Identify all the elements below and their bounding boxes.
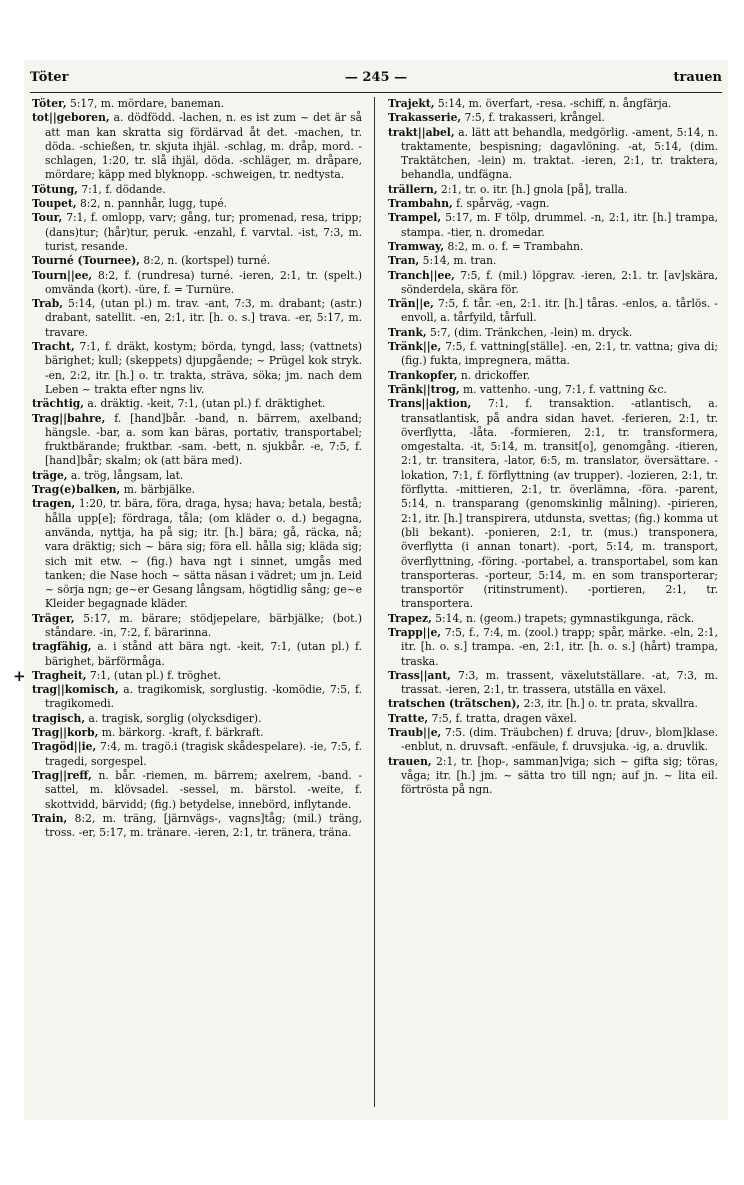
left-column (13, 97, 363, 1109)
dictionary-entry (32, 340, 362, 397)
definition: n. bår. -riemen, m. bärrem; axelrem, -band. -sattel, m. klövsadel. -sessel, m. bärstol. -weite, f. skottvidd, bärvidd; (fig.) betydelse, innebörd, inflytande. (45, 768, 362, 811)
definition: 7:5. (dim. Träubchen) f. druva; [druv-, blom]klase. -enblut, n. druvsaft. -enfäule, f. druvsjuka. -ig, a. druvlik. (401, 726, 718, 754)
dictionary-entry (32, 269, 362, 298)
definition: 7:1, f. transaktion. -atlantisch, a. transatlantisk, på andra sidan havet. -ferieren, 2:1, tr. överflytta, -låta. -formieren, 2:1, tr. transformera, omgestalta. -it, 5:14, m. transit[o], genomgång. -itieren, 2:1, tr. transitera, -lator, 6:5, m. translator, översättare. -lokation, 7:1, f. förflyttning (av trupper). -lozieren, 2:1, tr. förflytta. -mittieren, 2:1, tr. överlämna, -föra. -parent, 5:14, n. transparang (genomskinlig målning). -pirieren, 2:1, itr. [h.] transpirera, utdunsta, svettas; (fig.) komma ut (bli bekant). -ponieren, 2:1, tr. (mus.) transponera, överflytta (i annan tonart). -port, 5:14, m. transport, överflyttning, -föring. -portabel, a. transportabel, som kan transporteras. -porteur, 5:14, m. en som transporterar; transportör (ritinstrument). -portieren, 2:1, tr. transportera. (401, 397, 718, 611)
dictionary-entry (32, 197, 362, 211)
headword: tot||geboren, (32, 111, 110, 125)
headword: tragen, (32, 497, 76, 511)
dictionary-entry (388, 269, 718, 298)
headword: Toupet, (32, 197, 77, 211)
dictionary-entry (388, 697, 718, 711)
headword: Tranch||ee, (388, 268, 455, 282)
headword: Traub||e, (388, 726, 442, 740)
headword: Trab, (32, 297, 63, 311)
headword: Trag||korb, (32, 726, 99, 740)
definition: 5:17, m. bärare; stödjepelare, bärbjälke; (bot.) ståndare. -in, 7:2, f. bärarinna. (45, 611, 362, 639)
header-rule (30, 92, 722, 93)
headword: Tratte, (388, 711, 429, 725)
definition: 5:14, m. överfart, -resa. -schiff, n. ångfärja. (437, 97, 672, 110)
dictionary-entry (388, 369, 718, 383)
headword: Trajekt, (388, 97, 435, 110)
definition: 7:5, f., 7:4, m. (zool.) trapp; spår, märke. -eln, 2:1, itr. [h. o. s.] trampa. -en, 2:1, itr. [h. o. s.] (hårt) trampa, traska. (401, 625, 718, 668)
dictionary-entry (32, 412, 362, 469)
headword: tragisch, (32, 711, 86, 725)
page-number: — 245 — (344, 70, 408, 85)
definition: 7:1, f. omlopp, varv; gång, tur; promenad, resa, tripp; (dans)tur; (hår)tur, peruk. -enzahl, f. varvtal. -ist, 7:3, m. turist, resande. (45, 211, 362, 253)
headword: Trankopfer, (388, 368, 458, 382)
dictionary-entry (32, 683, 362, 712)
definition: 5:14, (utan pl.) m. trav. -ant, 7:3, m. drabant; (astr.) drabant, satellit. -en, 2:1, itr. [h. o. s.] trava. -er, 5:17, m. travare. (45, 297, 362, 339)
headword: Trag||bahre, (32, 411, 106, 425)
headword: Tötung, (32, 182, 78, 196)
column-divider (374, 97, 375, 1107)
definition: 5:7, (dim. Tränkchen, -lein) m. dryck. (430, 325, 633, 339)
definition: 2:3, itr. [h.] o. tr. prata, skvallra. (523, 697, 698, 711)
definition: 7:1, f. dödande. (81, 182, 166, 196)
definition: 7:5, f. (mil.) löpgrav. -ieren, 2:1. tr. [av]skära, sönderdela, skära för. (401, 268, 718, 296)
headword: Trass||ant, (388, 668, 451, 682)
headword: trauen, (388, 754, 432, 768)
definition: 8:2, m. träng, [järnvägs-, vagns]tåg; (mil.) träng, tross. -er, 5:17, m. tränare. -ieren, 2:1, tr. tränera, träna. (45, 811, 362, 840)
definition: a. tragisk, sorglig (olycksdiger). (88, 711, 262, 725)
dictionary-entry (388, 240, 718, 254)
dictionary-entry (32, 769, 362, 812)
dictionary-entry (32, 97, 362, 111)
headword: Trän||e, (388, 297, 434, 311)
dictionary-entry (388, 626, 718, 669)
headword: Train, (32, 811, 68, 825)
definition: f. [hand]bår. -band, n. bärrem, axelband; hängsle. -bar, a. som kan bäras, portativ, transportabel; fruktbärande; fruktbar. -sam. -bett, n. sjukbår. -e, 7:5, f. [hand]bår; skalm; ok (att bära med). (45, 411, 363, 468)
dictionary-entry (32, 397, 362, 411)
dictionary-entry (388, 712, 718, 726)
headword: Tourn||ee, (32, 268, 93, 282)
dictionary-entry (32, 740, 362, 769)
definition: 8:2, n. pannhår, lugg, tupé. (79, 197, 228, 211)
headword: Trakasserie, (388, 111, 462, 125)
dictionary-entry (32, 469, 362, 483)
headword: Trapp||e, (388, 625, 441, 639)
headword: Tragheit, (32, 668, 87, 682)
headword: Trag(e)balken, (32, 483, 121, 497)
headword: Töter, (32, 97, 67, 110)
definition: a. dräktig. -keit, 7:1, (utan pl.) f. dräktighet. (87, 397, 326, 411)
dictionary-entry (388, 612, 718, 626)
page-header (30, 66, 722, 90)
dictionary-entry (388, 126, 718, 183)
right-column (388, 97, 718, 1109)
headword: Tragöd||ie, (32, 740, 97, 754)
dictionary-entry (388, 111, 718, 125)
dictionary-entry (388, 755, 718, 798)
dictionary-entry (32, 183, 362, 197)
headword: tratschen (trätschen), (388, 697, 521, 711)
dictionary-entry (388, 726, 718, 755)
headword: Trank, (388, 325, 427, 339)
headword: träge, (32, 468, 68, 482)
definition: f. spårväg, -vagn. (456, 197, 550, 211)
definition: 5:14, n. (geom.) trapets; gymnastikgunga, räck. (435, 611, 695, 625)
dictionary-entry (388, 211, 718, 240)
dictionary-entry (32, 726, 362, 740)
dictionary-entry (32, 612, 362, 641)
headword: Träger, (32, 611, 75, 625)
definition: 5:17, m. mördare, baneman. (70, 97, 225, 110)
dictionary-entry (388, 340, 718, 369)
definition: 7:1, (utan pl.) f. tröghet. (89, 668, 222, 682)
headword: Tränk||trog, (388, 382, 460, 396)
headword: Tran, (388, 254, 420, 268)
definition: a. lätt att behandla, medgörlig. -ament, 5:14, n. traktamente, bespisning; dagavlöning. -at, 5:14, (dim. Traktätchen, -lein) m. traktat. -ieren, 2:1, tr. traktera, behandla, undfägna. (401, 125, 718, 182)
dictionary-entry (32, 483, 362, 497)
headword: Trans||aktion, (388, 397, 472, 411)
definition: 5:17, m. F tölp, drummel. -n, 2:1, itr. [h.] trampa, stampa. -tier, n. dromedar. (401, 211, 718, 239)
definition: 7:1, f. dräkt, kostym; börda, tyngd, lass; (vattnets) bärighet; kull; (skeppets) djupgående; ~ Prügel kok stryk. -en, 2:2, itr. [h.] o. tr. trakta, sträva, söka; jm. nach dem Leben ~ trakta efter ngns liv. (45, 340, 362, 396)
definition: a. trög, långsam, lat. (70, 468, 184, 482)
dictionary-entry (388, 97, 718, 111)
dictionary-entry: + Tragheit, 7:1, (utan pl.) f. tröghet. (13, 666, 222, 685)
headword: Trambahn, (388, 197, 453, 211)
definition: a. i stånd att bära ngt. -keit, 7:1, (utan pl.) f. bärighet, bärförmåga. (45, 640, 362, 668)
definition: 7:5, f. trakasseri, krångel. (464, 111, 605, 125)
definition: 8:2, f. (rundresa) turné. -ieren, 2:1, tr. (spelt.) omvända (kort). -üre, f. = Turnüre. (45, 268, 362, 296)
definition: 5:14, m. tran. (422, 254, 497, 268)
headword: tragfähig, (32, 640, 92, 654)
definition: 7:4, m. tragö.i (tragisk skådespelare). -ie, 7:5, f. tragedi, sorgespel. (45, 740, 362, 768)
dictionary-entry (388, 383, 718, 397)
header-left-guideword: Töter (30, 70, 69, 85)
definition: 7:5, f. tår. -en, 2:1. itr. [h.] tåras. -enlos, a. tårlös. -envoll, a. tårfyild, tårfull. (401, 297, 718, 325)
headword: Tour, (32, 211, 63, 225)
definition: a. tragikomisk, sorglustig. -komödie, 7:5, f. tragikomedi. (45, 683, 362, 711)
definition: 2:1, tr. o. itr. [h.] gnola [på], tralla. (440, 182, 628, 196)
headword: Tramway, (388, 239, 445, 253)
dictionary-entry (32, 111, 362, 182)
definition: 8:2, n. (kortspel) turné. (143, 254, 271, 268)
definition: 7:3, m. trassent, växelutställare. -at, 7:3, m. trassat. -ieren, 2:1, tr. trassera, utställa en växel. (401, 668, 718, 697)
dictionary-entry (32, 254, 362, 268)
dictionary-entry (32, 640, 362, 669)
header-right-guideword: trauen (673, 70, 722, 85)
definition: a. dödfödd. -lachen, n. es ist zum ~ det är så att man kan skratta sig fördärvad åt det. -machen, tr. döda. -schießen, tr. skjuta ihjäl. -schlag, m. dråp, mord. -schlagen, 1:20, tr. slå ihjäl, döda. -schläger, m. dråpare, mördare; käpp med blyknopp. -schweigen, tr. nedtysta. (45, 111, 362, 182)
definition: n. drickoffer. (460, 368, 531, 382)
headword: trakt||abel, (388, 125, 455, 139)
dictionary-entry (388, 197, 718, 211)
dictionary-entry (32, 497, 362, 611)
headword: Trampel, (388, 211, 442, 225)
dictionary-entry (388, 183, 718, 197)
dictionary-entry (388, 397, 718, 611)
headword: trällern, (388, 182, 438, 196)
definition: m. bärbjälke. (123, 483, 196, 497)
definition: 8:2, m. o. f. = Trambahn. (447, 239, 584, 253)
definition: m. vattenho. -ung, 7:1, f. vattning &c. (462, 382, 667, 396)
definition: 1:20, tr. bära, föra, draga, hysa; hava; betala, bestå; hålla upp[e]; fördraga, tåla; (om kläder o. d.) begagna, använda, nyttja, ha på sig; itr. [h.] bära; gå, räcka, nå; vara dräktig; sich ~ bära sig; föra ell. hålla sig; kläda sig; sich mit etw. ~ (fig.) hava ngt i sinnet, umgås med tanken; die Nase hoch ~ sätta näsan i vädret; um jn. Leid ~ sörja ngn; ge~er Gesang långsam, högtidlig sång; ge~e Kleider begagnade kläder. (45, 497, 362, 611)
dictionary-page (13, 60, 728, 1120)
dictionary-entry (32, 812, 362, 841)
definition: 7:5, f. vattning[ställe]. -en, 2:1, tr. vattna; giva di; (fig.) fukta, impregnera, mätta. (401, 340, 718, 368)
headword: Tränk||e, (388, 340, 442, 354)
dictionary-entry (32, 297, 362, 340)
dictionary-entry (388, 254, 718, 268)
headword: trag||komisch, (32, 683, 119, 697)
definition: m. bärkorg. -kraft, f. bärkraft. (101, 726, 264, 740)
dictionary-entry (388, 669, 718, 698)
headword: Tracht, (32, 340, 75, 354)
headword: trächtig, (32, 397, 84, 411)
headword: Trapez, (388, 611, 432, 625)
dictionary-entry (388, 326, 718, 340)
dictionary-entry (32, 211, 362, 254)
dictionary-entry (32, 712, 362, 726)
headword: Trag||reff, (32, 768, 92, 782)
headword: Tourné (Tournee), (32, 254, 141, 268)
definition: 7:5, f. tratta, dragen växel. (431, 711, 577, 725)
definition: 2:1, tr. [hop-, samman]viga; sich ~ gifta sig; töras, våga; itr. [h.] jm. ~ sätta tro till ngn; auf jn. ~ lita eil. förtrösta på ngn. (401, 754, 718, 797)
dictionary-entry (388, 297, 718, 326)
